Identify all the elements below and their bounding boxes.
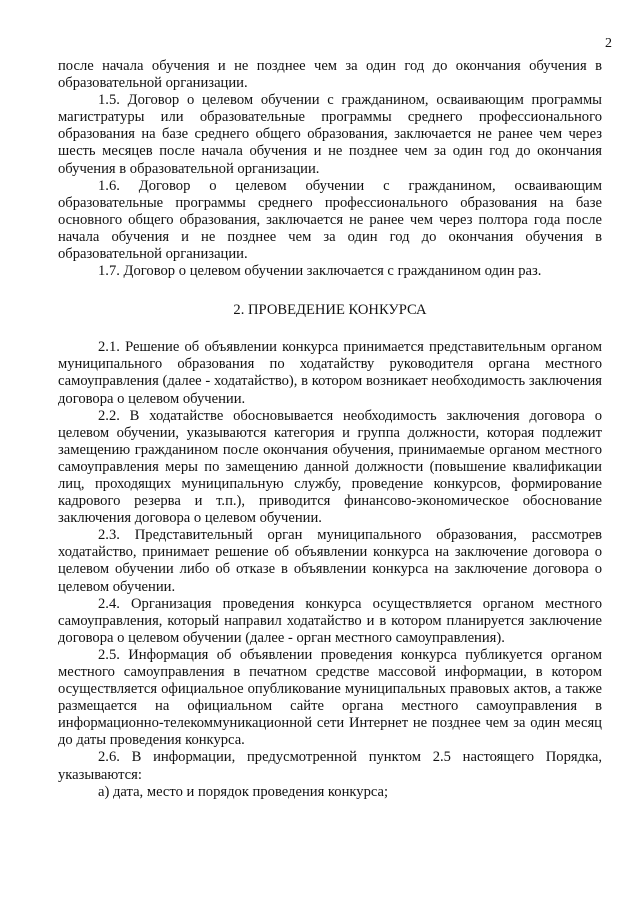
paragraph-2-1: 2.1. Решение об объявлении конкурса принимается представительным органом муниципального образования по ходатайству руководителя органа местного самоуправления (далее - ходатайство), в котором возникает необходимость заключения договора о целевом обучении.	[58, 339, 602, 407]
paragraph-2-5: 2.5. Информация об объявлении проведения конкурса публикуется органом местного самоуправления в печатном средстве массовой информации, в котором осуществляется официальное опубликование муниципальных правовых актов, а также размещается на официальном сайте органа местного самоуправления в информационно-телекоммуникационной сети Интернет не позднее чем за один месяц до даты проведения конкурса.	[58, 646, 602, 749]
paragraph-2-6: 2.6. В информации, предусмотренной пунктом 2.5 настоящего Порядка, указываются:	[58, 749, 602, 783]
paragraph-2-6-a: а) дата, место и порядок проведения конкурса;	[98, 783, 389, 800]
section-heading: 2. ПРОВЕДЕНИЕ КОНКУРСА	[233, 302, 427, 319]
paragraph-1-5: 1.5. Договор о целевом обучении с гражданином, осваивающим программы магистратуры или образовательные программы среднего профессионального образования на базе среднего общего образования, заключается не ранее чем через шесть месяцев после начала обучения и не позднее чем за один год до окончания обучения в образовательной организации.	[58, 92, 602, 177]
paragraph-1-6: 1.6. Договор о целевом обучении с гражданином, осваивающим образовательные программы среднего профессионального образования на базе основного общего образования, заключается не ранее чем через полтора года после начала обучения и не позднее чем за один год до окончания обучения в образовательной организации.	[58, 177, 602, 263]
paragraph-1-7: 1.7. Договор о целевом обучении заключается с гражданином один раз.	[98, 263, 542, 280]
paragraph-2-4: 2.4. Организация проведения конкурса осуществляется органом местного самоуправления, который направил ходатайство и в котором планируется заключение договора о целевом обучении (далее - орган местного самоуправления).	[58, 595, 602, 646]
document-body	[58, 58, 602, 801]
paragraph-2-2: 2.2. В ходатайстве обосновывается необходимость заключения договора о целевом обучении, указываются категория и группа должности, которая подлежит замещению гражданином после окончания обучения, принимаемые органом местного самоуправления меры по замещению данной должности (повышение квалификации лиц, проходящих муниципальную службу, проведение конкурсов, формирование кадрового резерва и т.п.), приводится финансово-экономическое обоснование заключения договора о целевом обучении.	[58, 407, 602, 527]
paragraph-2-3: 2.3. Представительный орган муниципального образования, рассмотрев ходатайство, принимает решение об объявлении конкурса на заключение договора о целевом обучении либо об отказе в объявлении конкурса на заключение договора о целевом обучении.	[58, 527, 602, 595]
page-number: 2	[605, 36, 612, 51]
paragraph-continuation: после начала обучения и не позднее чем за один год до окончания обучения в образовательной организации.	[58, 58, 602, 92]
